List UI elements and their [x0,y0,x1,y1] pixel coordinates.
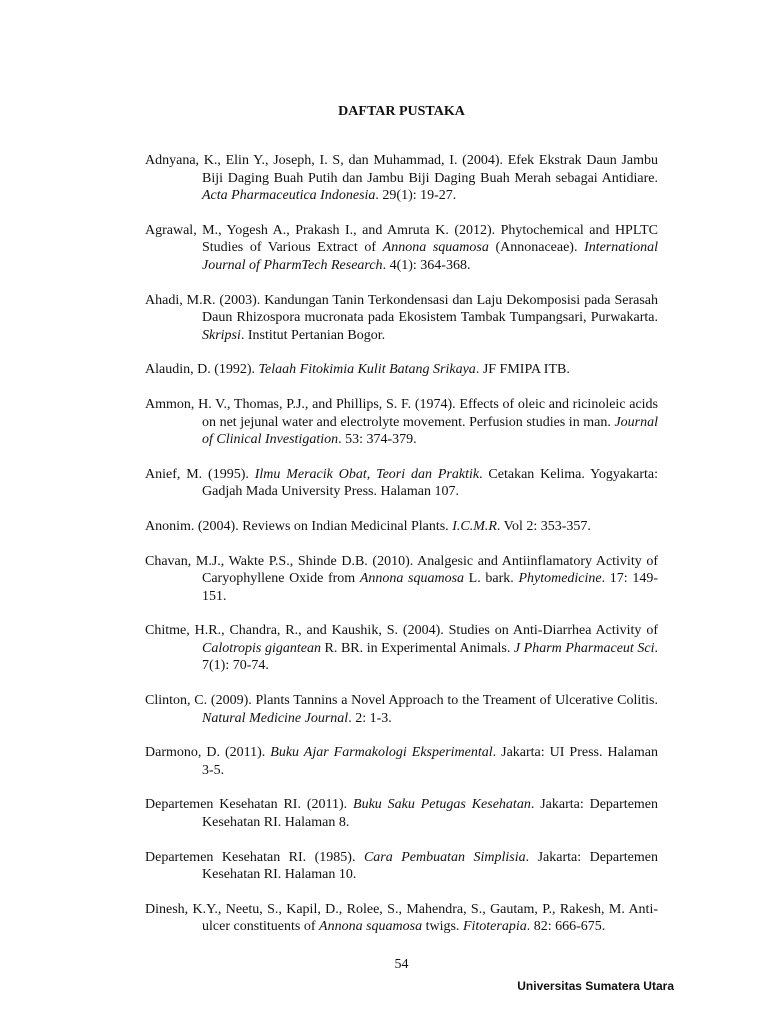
reference-text: Departemen Kesehatan RI. (2011). [145,797,354,813]
footer-university: Universitas Sumatera Utara [517,979,674,993]
reference-journal: Journal of Clinical Investigation [202,414,658,448]
reference-text: Dinesh, K.Y., Neetu, S., Kapil, D., Rolee, S., Mahendra, S., Gautam, P., Rakesh, M. Anti-ulcer constituents of [145,901,658,935]
reference-entry [145,396,658,449]
reference-text: Ahadi, M.R. (2003). Kandungan Tanin Terkondensasi dan Laju Dekomposisi pada Serasah Daun Rhizospora mucronata pada Ekosistem Tambak Tumpangsari, Purwakarta. [145,292,658,326]
reference-entry [145,222,658,275]
reference-journal: Phytomedicine [518,571,602,587]
reference-journal: Acta Pharmaceutica Indonesia [202,188,376,204]
reference-journal: Natural Medicine Journal [202,710,349,726]
reference-text: . 4(1): 364-368. [382,257,471,273]
reference-text: Darmono, D. (2011). [145,745,271,761]
reference-text: . 2: 1-3. [348,710,392,726]
reference-journal: I.C.M.R [452,518,497,534]
reference-text: . JF FMIPA ITB. [475,362,570,378]
reference-entry [145,692,658,727]
reference-entry [145,622,658,675]
reference-text: . 7(1): 70-74. [202,640,658,674]
reference-journal: Skripsi [202,327,241,343]
reference-text: . 29(1): 19-27. [375,188,457,204]
reference-species: Annona squamosa [382,240,489,256]
reference-species: Annona squamosa [319,919,423,935]
reference-book-title: Cara Pembuatan Simplisia [363,849,526,865]
reference-entry [145,292,658,345]
reference-species: Annona squamosa [359,571,465,587]
reference-text: Alaudin, D. (1992). [145,362,259,378]
reference-journal: J Pharm Pharmaceut Sci [513,640,655,656]
reference-text: L. bark. [464,571,519,587]
reference-entry [145,796,658,831]
reference-book-title: Ilmu Meracik Obat, Teori dan Praktik [254,466,480,482]
reference-journal: International Journal of PharmTech Research [202,240,658,273]
reference-entry [145,466,658,501]
reference-text: Ammon, H. V., Thomas, P.J., and Phillips, S. F. (1974). Effects of oleic and ricinoleic acids on net jejunal water and electrolyte movement. Perfusion studies in man. [145,396,658,430]
reference-text: Agrawal, M., Yogesh A., Prakash I., and Amruta K. (2012). Phytochemical and HPLTC Studies of Various Extract of [145,222,658,256]
reference-entry [145,901,658,936]
reference-text: Chitme, H.R., Chandra, R., and Kaushik, S. (2004). Studies on Anti-Diarrhea Activity of [145,623,658,639]
reference-species: Calotropis gigantean [202,640,321,656]
reference-text: . Jakarta: Departemen Kesehatan RI. Halaman 10. [202,849,658,883]
reference-text: Anief, M. (1995). [145,466,255,482]
reference-text: twigs. [422,919,463,935]
reference-text: . 53: 374-379. [338,432,417,448]
reference-text: . 82: 666-675. [526,919,606,935]
reference-entry [145,518,658,536]
reference-text: . 17: 149-151. [202,571,658,604]
reference-text: Clinton, C. (2009). Plants Tannins a Novel Approach to the Treament of Ulcerative Colitis. [145,693,658,709]
reference-journal: Fitoterapia [462,919,527,935]
reference-text: (Annonaceae). [488,240,585,256]
reference-entry [145,744,658,779]
reference-text: Departemen Kesehatan RI. (1985). [145,849,364,865]
reference-text: Anonim. (2004). Reviews on Indian Medicinal Plants. [145,518,453,534]
reference-text: . Vol 2: 353-357. [496,518,591,534]
reference-book-title: Telaah Fitokimia Kulit Batang Srikaya [258,362,476,378]
reference-text: R. BR. in Experimental Animals. [320,640,514,656]
page-number: 54 [394,957,409,972]
reference-text: Adnyana, K., Elin Y., Joseph, I. S, dan Muhammad, I. (2004). Efek Ekstrak Daun Jambu Biji Daging Buah Putih dan Jambu Biji Daging Buah Merah sebagai Antidiare. [145,153,658,186]
reference-text: . Institut Pertanian Bogor. [240,327,386,343]
reference-text: Chavan, M.J., Wakte P.S., Shinde D.B. (2010). Analgesic and Antiinflamatory Activity of Caryophyllene Oxide from [145,553,658,587]
reference-text: . Jakarta: UI Press. Halaman 3-5. [202,745,659,778]
reference-entry [145,152,658,205]
reference-book-title: Buku Ajar Farmakologi Eksperimental [270,745,493,761]
reference-entry [145,553,658,606]
reference-text: . Jakarta: Departemen Kesehatan RI. Halaman 8. [202,797,659,831]
reference-book-title: Buku Saku Petugas Kesehatan [353,797,531,813]
reference-entry [145,849,658,884]
reference-list [145,152,658,936]
reference-text: . Cetakan Kelima. Yogyakarta: Gadjah Mada University Press. Halaman 107. [202,466,658,500]
reference-entry [145,361,658,379]
page-title: DAFTAR PUSTAKA [338,104,465,119]
